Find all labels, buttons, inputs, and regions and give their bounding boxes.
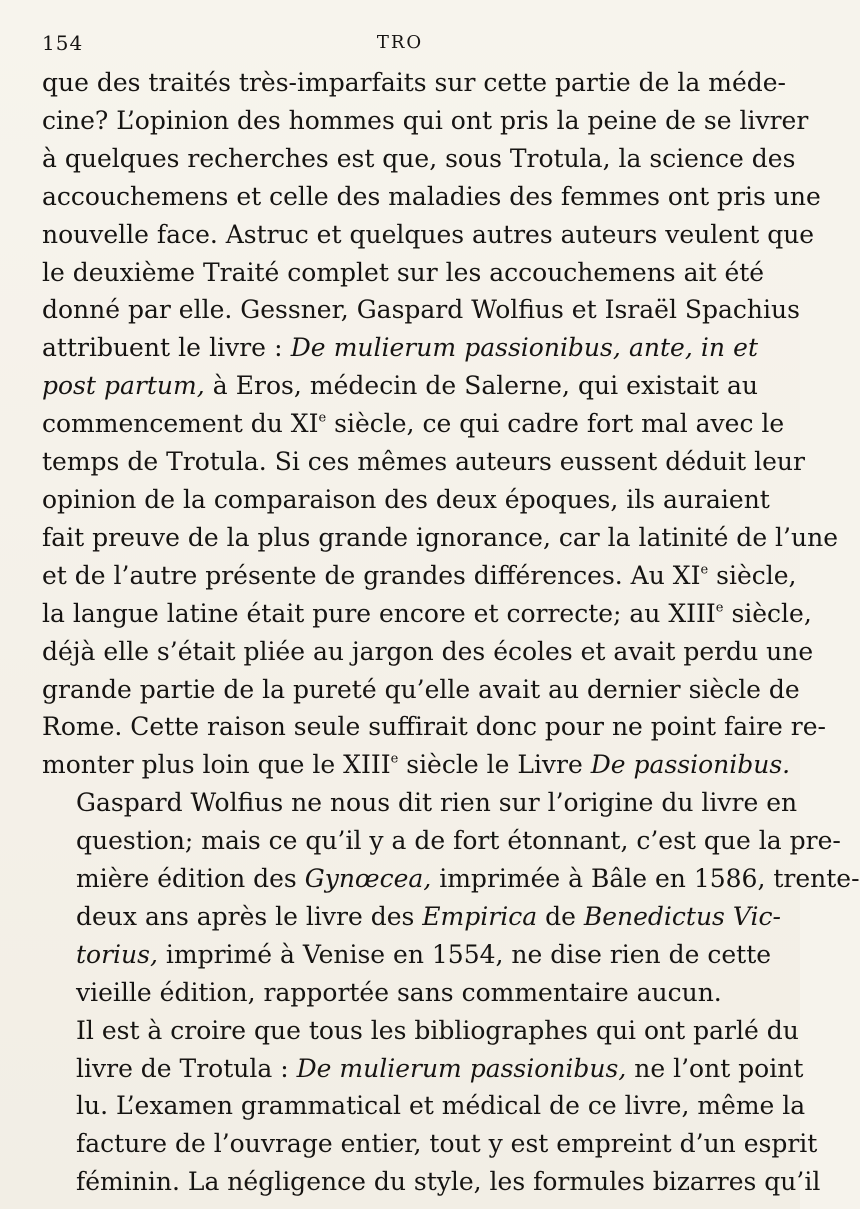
line-segment: commencement du XI — [42, 409, 319, 439]
paragraph-2 — [42, 784, 860, 1011]
line-segment: mière édition des — [76, 864, 297, 894]
line-segment: siècle le Livre — [406, 750, 583, 780]
line-segment: monter plus loin que le XIII — [42, 750, 391, 780]
superscript: e — [715, 600, 724, 616]
text-line-25: vieille édition, rapportée sans commentaire aucun. — [76, 977, 722, 1007]
text-line-24 — [42, 936, 772, 974]
text-line-19 — [42, 746, 791, 784]
text-line-30: féminin. La négligence du style, les formules bizarres qu’il — [76, 1167, 821, 1197]
text-line-8 — [42, 329, 758, 367]
text-line-15 — [42, 595, 812, 633]
line-segment: siècle, — [716, 560, 797, 590]
text-line-28: lu. L’examen grammatical et médical de ce livre, même la — [76, 1091, 806, 1121]
book-title-italic: De mulierum passionibus, — [296, 1053, 627, 1083]
text-line-9 — [42, 367, 758, 405]
author-name-italic: Vic- — [732, 901, 781, 931]
book-title-italic: De passionibus. — [590, 750, 791, 780]
line-segment: la langue latine était pure encore et correcte; au XIII — [42, 598, 716, 628]
line-segment: deux ans après le livre des — [76, 901, 415, 931]
line-segment: imprimée à Bâle en 1586, trente- — [439, 864, 860, 894]
text-line-1: que des traités très-imparfaits sur cette partie de la méde- — [42, 68, 786, 97]
text-line-21: question; mais ce qu’il y a de fort étonnant, c’est que la pre- — [76, 826, 841, 856]
text-line-27 — [42, 1050, 804, 1088]
line-segment: attribuent le livre : — [42, 333, 283, 363]
text-line-20: Gaspard Wolfius ne nous dit rien sur l’origine du livre en — [76, 788, 798, 818]
author-name-italic: torius, — [76, 939, 158, 969]
text-line-22 — [42, 860, 860, 898]
superscript: e — [318, 410, 327, 426]
text-line-23 — [42, 898, 781, 936]
text-line-3: à quelques recherches est que, sous Trotula, la science des — [42, 143, 796, 173]
text-line-2: cine? L’opinion des hommes qui ont pris la peine de se livrer — [42, 105, 809, 135]
line-segment: imprimé à Venise en 1554, ne dise rien de cette — [165, 939, 772, 969]
line-segment: et de l’autre présente de grandes différences. Au XI — [42, 560, 701, 590]
author-name-italic: Benedictus — [583, 901, 725, 931]
book-title-italic: Empirica — [422, 901, 538, 931]
text-line-26: Il est à croire que tous les bibliographes qui ont parlé du — [76, 1015, 799, 1045]
line-segment: livre de Trotula : — [76, 1053, 289, 1083]
text-line-13: fait preuve de la plus grande ignorance, car la latinité de l’une — [42, 522, 838, 552]
text-line-18: Rome. Cette raison seule suffirait donc pour ne point faire re- — [42, 712, 826, 742]
body-text — [42, 64, 860, 1201]
line-segment: de — [545, 901, 576, 931]
text-line-14 — [42, 557, 797, 595]
text-line-17: grande partie de la pureté qu’elle avait au dernier siècle de — [42, 674, 800, 704]
text-line-11: temps de Trotula. Si ces mêmes auteurs eussent déduit leur — [42, 447, 805, 477]
text-line-29: facture de l’ouvrage entier, tout y est empreint d’un esprit — [76, 1129, 818, 1159]
text-line-4: accouchemens et celle des maladies des femmes ont pris une — [42, 181, 821, 211]
paragraph-3 — [42, 1012, 821, 1202]
superscript: e — [390, 751, 399, 767]
text-line-16: déjà elle s’était pliée au jargon des écoles et avait perdu une — [42, 636, 814, 666]
text-line-6: le deuxième Traité complet sur les accouchemens ait été — [42, 257, 765, 287]
line-segment: siècle, — [731, 598, 812, 628]
line-segment: ne l’ont point — [634, 1053, 804, 1083]
book-title-italic: post partum, — [42, 371, 205, 401]
text-line-5: nouvelle face. Astruc et quelques autres auteurs veulent que — [42, 219, 815, 249]
line-segment: siècle, ce qui cadre fort mal avec le — [334, 409, 785, 439]
page-header — [42, 26, 758, 60]
superscript: e — [700, 562, 709, 578]
page-number: 154 — [42, 31, 84, 55]
paragraph-1 — [42, 64, 838, 784]
text-line-12: opinion de la comparaison des deux époques, ils auraient — [42, 484, 770, 514]
book-title-italic: De mulierum passionibus, ante, in et — [290, 333, 759, 363]
text-line-7: donné par elle. Gessner, Gaspard Wolfius et Israël Spachius — [42, 295, 800, 325]
line-segment: à Eros, médecin de Salerne, qui existait au — [212, 371, 758, 401]
text-line-10 — [42, 405, 785, 443]
running-head: TRO — [376, 32, 424, 53]
book-title-italic: Gynœcea, — [304, 864, 432, 894]
